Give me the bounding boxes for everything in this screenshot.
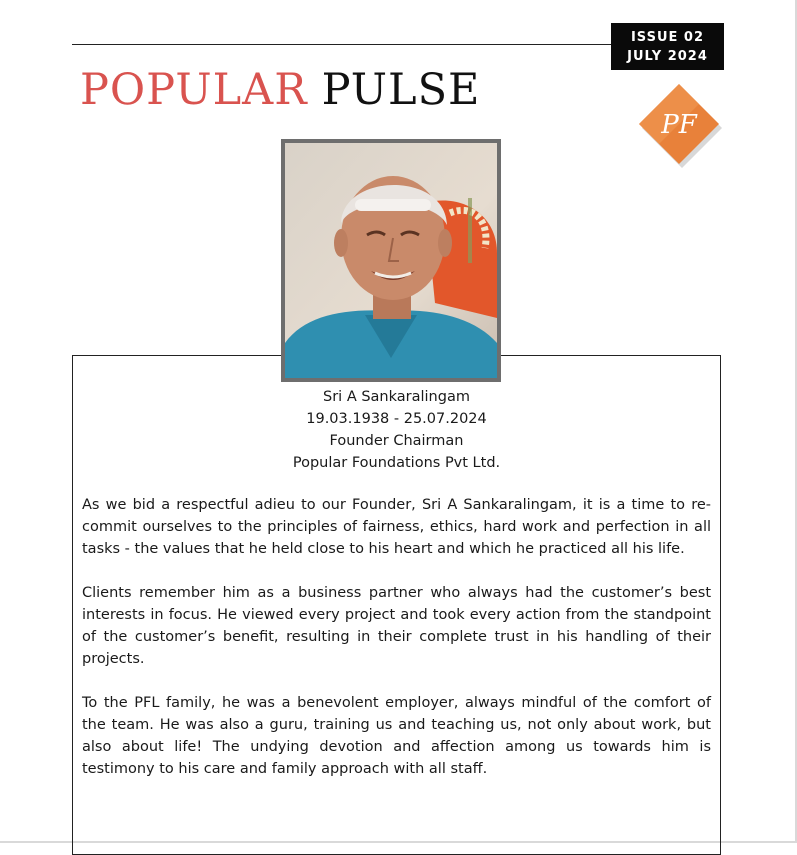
article-paragraph: As we bid a respectful adieu to our Founder, Sri A Sankaralingam, it is a time to re-commit ourselves to the principles of fairness, ethics, hard work and perfection in all tasks - the values that he held close to his heart and which he practiced all his life. xyxy=(82,497,711,557)
founder-role: Founder Chairman xyxy=(329,433,464,449)
article-paragraph: To the PFL family, he was a benevolent employer, always mindful of the comfort of the team. He was also a guru, training us and teaching us, not only about work, but also about life! The undying devotion and affection among us towards him is testimony to his care and family approach with all staff. xyxy=(82,695,711,777)
header-rule xyxy=(72,44,617,45)
title-pulse: PULSE xyxy=(321,65,481,115)
founder-name: Sri A Sankaralingam xyxy=(323,389,470,405)
issue-date: JULY 2024 xyxy=(627,48,708,64)
founder-portrait xyxy=(281,139,501,382)
founder-dates: 19.03.1938 - 25.07.2024 xyxy=(306,411,487,427)
article-body xyxy=(82,494,711,802)
founder-portrait-photo xyxy=(285,143,497,378)
article-paragraph: Clients remember him as a business partner who always had the customer’s best interests in focus. He viewed every project and took every action from the standpoint of the customer’s benefit, resulting in their complete trust in his handling of their projects. xyxy=(82,585,711,667)
logo-lettering: PF xyxy=(661,110,697,140)
founder-caption xyxy=(82,386,711,474)
pf-logo-icon xyxy=(633,78,725,170)
issue-badge xyxy=(611,23,724,70)
title-popular: POPULAR xyxy=(80,65,308,115)
issue-number: ISSUE 02 xyxy=(630,29,705,45)
newsletter-title xyxy=(80,64,480,116)
company-name: Popular Foundations Pvt Ltd. xyxy=(292,455,501,471)
